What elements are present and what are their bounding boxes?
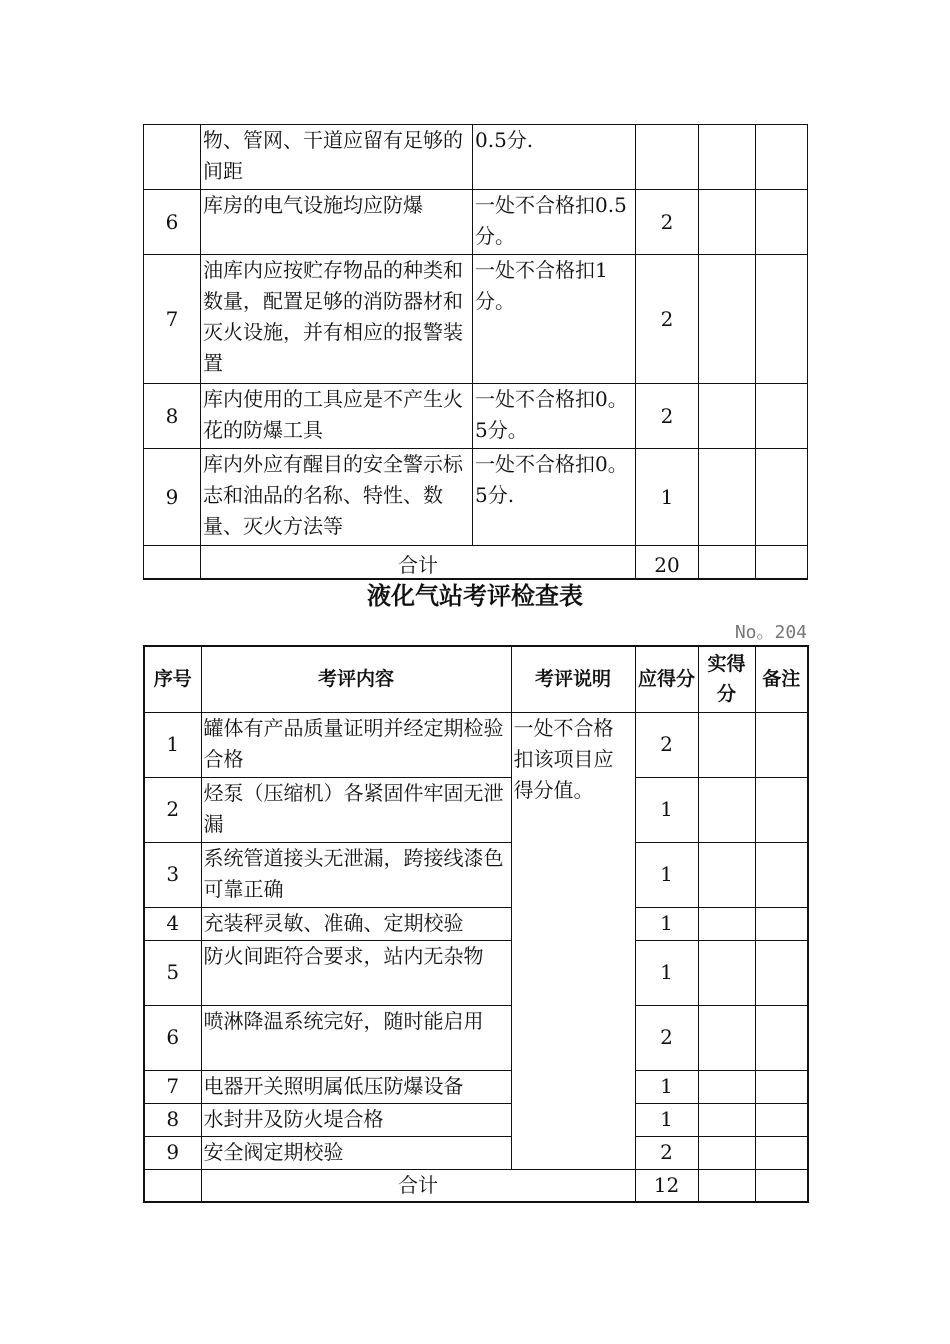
row-description: 一处不合格扣1分。 bbox=[473, 255, 636, 384]
table-row bbox=[144, 384, 808, 449]
row-number bbox=[144, 125, 201, 190]
table-row bbox=[144, 1136, 808, 1169]
total-remark bbox=[755, 1169, 808, 1202]
row-score: 1 bbox=[635, 842, 698, 907]
row-content: 防火间距符合要求，站内无杂物 bbox=[201, 940, 511, 1005]
table-row bbox=[144, 1005, 808, 1070]
row-content: 烃泵（压缩机）各紧固件牢固无泄漏 bbox=[201, 777, 511, 842]
row-content: 库内外应有醒目的安全警示标志和油品的名称、特性、数量、灭火方法等 bbox=[201, 449, 473, 546]
row-actual-score bbox=[699, 190, 756, 255]
row-content: 充装秤灵敏、准确、定期校验 bbox=[201, 907, 511, 940]
row-remark bbox=[756, 125, 808, 190]
total-row bbox=[144, 1169, 808, 1202]
row-score: 1 bbox=[635, 1070, 698, 1103]
total-label: 合计 bbox=[201, 546, 636, 579]
row-score: 2 bbox=[636, 190, 699, 255]
row-score: 2 bbox=[635, 712, 698, 777]
row-remark bbox=[755, 777, 808, 842]
row-actual-score bbox=[698, 1070, 755, 1103]
lpg-station-evaluation-table bbox=[143, 645, 809, 1203]
row-actual-score bbox=[698, 1103, 755, 1136]
row-actual-score bbox=[698, 1005, 755, 1070]
row-content: 库房的电气设施均应防爆 bbox=[201, 190, 473, 255]
row-actual-score bbox=[699, 384, 756, 449]
table-row bbox=[144, 777, 808, 842]
row-actual-score bbox=[698, 940, 755, 1005]
header-actual-score: 实得分 bbox=[698, 646, 755, 712]
total-actual-score bbox=[699, 546, 756, 579]
row-number: 2 bbox=[144, 777, 201, 842]
row-remark bbox=[755, 842, 808, 907]
row-score: 1 bbox=[636, 449, 699, 546]
table-row bbox=[144, 125, 808, 190]
row-remark bbox=[756, 449, 808, 546]
total-score: 12 bbox=[635, 1169, 698, 1202]
row-score: 2 bbox=[635, 1136, 698, 1169]
row-remark bbox=[755, 1070, 808, 1103]
row-actual-score bbox=[698, 1136, 755, 1169]
row-actual-score bbox=[698, 712, 755, 777]
total-score: 20 bbox=[636, 546, 699, 579]
row-remark bbox=[755, 1005, 808, 1070]
row-remark bbox=[755, 940, 808, 1005]
row-content: 系统管道接头无泄漏，跨接线漆色可靠正确 bbox=[201, 842, 511, 907]
row-description: 一处不合格扣0.5分。 bbox=[473, 190, 636, 255]
row-remark bbox=[755, 907, 808, 940]
row-score: 2 bbox=[636, 384, 699, 449]
total-number-cell bbox=[144, 546, 201, 579]
row-number: 3 bbox=[144, 842, 201, 907]
table-row bbox=[144, 255, 808, 384]
row-content: 罐体有产品质量证明并经定期检验合格 bbox=[201, 712, 511, 777]
row-score: 2 bbox=[636, 255, 699, 384]
table-row bbox=[144, 940, 808, 1005]
row-number: 8 bbox=[144, 384, 201, 449]
row-remark bbox=[756, 190, 808, 255]
row-number: 4 bbox=[144, 907, 201, 940]
row-remark bbox=[755, 1136, 808, 1169]
header-content: 考评内容 bbox=[201, 646, 511, 712]
page-title: 液化气站考评检查表 bbox=[367, 581, 583, 610]
header-remark: 备注 bbox=[755, 646, 808, 712]
row-number: 7 bbox=[144, 255, 201, 384]
row-actual-score bbox=[698, 842, 755, 907]
row-content: 油库内应按贮存物品的种类和数量，配置足够的消防器材和灭火设施，并有相应的报警装置 bbox=[201, 255, 473, 384]
row-number: 9 bbox=[144, 449, 201, 546]
row-content: 安全阀定期校验 bbox=[201, 1136, 511, 1169]
row-score bbox=[636, 125, 699, 190]
row-actual-score bbox=[698, 777, 755, 842]
row-description: 0.5分. bbox=[473, 125, 636, 190]
table-row bbox=[144, 1103, 808, 1136]
row-number: 9 bbox=[144, 1136, 201, 1169]
header-description: 考评说明 bbox=[511, 646, 635, 712]
oil-depot-table-continued bbox=[143, 124, 808, 580]
row-number: 7 bbox=[144, 1070, 201, 1103]
row-number: 6 bbox=[144, 190, 201, 255]
table-row bbox=[144, 449, 808, 546]
row-number: 5 bbox=[144, 940, 201, 1005]
row-number: 6 bbox=[144, 1005, 201, 1070]
row-score: 2 bbox=[635, 1005, 698, 1070]
row-content: 电器开关照明属低压防爆设备 bbox=[201, 1070, 511, 1103]
row-content: 水封井及防火堤合格 bbox=[201, 1103, 511, 1136]
total-row bbox=[144, 546, 808, 579]
row-actual-score bbox=[699, 125, 756, 190]
table-row bbox=[144, 907, 808, 940]
row-content: 喷淋降温系统完好，随时能启用 bbox=[201, 1005, 511, 1070]
row-score: 1 bbox=[635, 1103, 698, 1136]
table-row bbox=[144, 842, 808, 907]
row-score: 1 bbox=[635, 777, 698, 842]
row-remark bbox=[756, 255, 808, 384]
row-number: 1 bbox=[144, 712, 201, 777]
total-label: 合计 bbox=[201, 1169, 635, 1202]
row-content: 库内使用的工具应是不产生火花的防爆工具 bbox=[201, 384, 473, 449]
row-content: 物、管网、干道应留有足够的间距 bbox=[201, 125, 473, 190]
header-score: 应得分 bbox=[635, 646, 698, 712]
header-number: 序号 bbox=[144, 646, 201, 712]
row-actual-score bbox=[699, 255, 756, 384]
document-number: No。204 bbox=[734, 622, 807, 643]
row-score: 1 bbox=[635, 907, 698, 940]
total-remark bbox=[756, 546, 808, 579]
row-remark bbox=[756, 384, 808, 449]
row-remark bbox=[755, 1103, 808, 1136]
table-header-row bbox=[144, 646, 808, 712]
row-actual-score bbox=[699, 449, 756, 546]
table-row bbox=[144, 190, 808, 255]
row-actual-score bbox=[698, 907, 755, 940]
row-remark bbox=[755, 712, 808, 777]
row-score: 1 bbox=[635, 940, 698, 1005]
total-actual-score bbox=[698, 1169, 755, 1202]
row-description: 一处不合格扣0。5分。 bbox=[473, 384, 636, 449]
merged-description: 一处不合格扣该项目应得分值。 bbox=[511, 712, 635, 1169]
row-description: 一处不合格扣0。5分. bbox=[473, 449, 636, 546]
row-number: 8 bbox=[144, 1103, 201, 1136]
table-row bbox=[144, 712, 808, 777]
total-number-cell bbox=[144, 1169, 201, 1202]
table-row bbox=[144, 1070, 808, 1103]
